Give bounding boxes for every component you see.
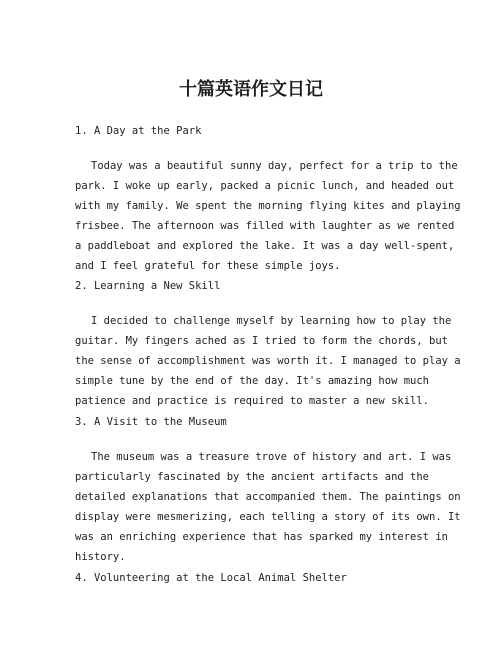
paragraph-line: Today was a beautiful sunny day, perfect for a trip to the [91,160,458,172]
section-heading-1: 1. A Day at the Park [75,125,202,137]
section-paragraph-2 [75,311,461,411]
section-heading-3: 3. A Visit to the Museum [75,416,227,428]
paragraph-line: display were mesmerizing, each telling a story of its own. It [75,511,461,523]
paragraph-line: with my family. We spent the morning flying kites and playing [75,200,461,212]
paragraph-line: frisbee. The afternoon was filled with laughter as we rented [75,220,455,232]
paragraph-line: history. [75,551,126,563]
paragraph-line: I decided to challenge myself by learning how to play the [91,315,452,327]
page-title: 十篇英语作文日记 [179,79,323,100]
paragraph-line: a paddleboat and explored the lake. It was a day well-spent, [75,240,455,252]
paragraph-line: and I feel grateful for these simple joys. [75,260,341,272]
paragraph-line: detailed explanations that accompanied them. The paintings on [75,491,461,503]
section-paragraph-3 [75,447,461,567]
section-paragraph-1 [75,156,461,276]
paragraph-line: park. I woke up early, packed a picnic lunch, and headed out [75,180,455,192]
section-heading-2: 2. Learning a New Skill [75,280,221,292]
paragraph-line: was an enriching experience that has sparked my interest in [75,531,448,543]
paragraph-line: particularly fascinated by the ancient artifacts and the [75,471,430,483]
paragraph-line: the sense of accomplishment was worth it. I managed to play a [75,355,461,367]
paragraph-line: guitar. My fingers ached as I tried to form the chords, but [75,335,448,347]
paragraph-line: patience and practice is required to master a new skill. [75,395,430,407]
paragraph-line: The museum was a treasure trove of history and art. I was [91,451,452,463]
section-heading-4: 4. Volunteering at the Local Animal Shelter [75,572,347,584]
paragraph-line: simple tune by the end of the day. It's amazing how much [75,375,430,387]
